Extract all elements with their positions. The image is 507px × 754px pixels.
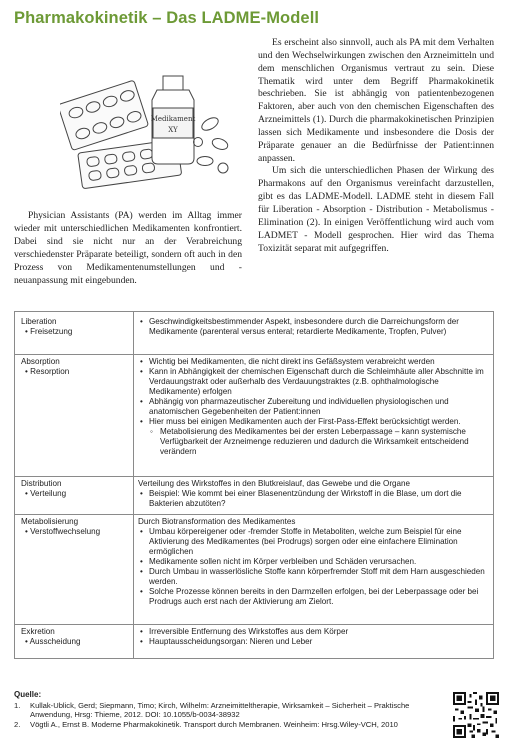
phase-cell [15,515,134,625]
bullet-item: • Kann in Abhängigkeit der chemischen Eigenschaft durch die Schleimhäute aller Abschnitte im Verdauungstrakt oder außerhalb des Verdauungstraktes (z.B. ophthalmologische Medikamente) erfolgen [138,367,489,397]
bullet-item: • Geschwindigkeitsbestimmender Aspekt, insbesondere durch die Darreichungsform der Medikamente (parenteral versus enteral; retardierte Medikamente, Tropfen, Pulver) [138,317,489,337]
bullet-item: • Irreversible Entfernung des Wirkstoffes aus dem Körper [138,627,489,637]
phase-subtitle: • Resorption [21,367,129,377]
phase-description-cell [134,312,494,355]
phase-bullet-list [138,627,489,647]
intro-paragraph: Physician Assistants (PA) werden im Alltag immer wieder mit unterschiedlichen Medikamenten konfrontiert. Dabei sind sie nicht nur an der Verabreichung verschiedenster Präparate beteiligt, sondern oft auch in den Prozess von Medikamentenumstellungen und -neuanpassung mit eingebunden. [14,210,242,286]
bullet-item: • Hauptausscheidungsorgan: Nieren und Leber [138,637,489,647]
right-paragraph-2: Um sich die unterschiedlichen Phasen der Wirkung des Pharmakons auf den Organismus vereinfacht darzustellen, gibt es das LADME-Modell. LADME steht in diesem Fall für Liberation - Absorption - Distribution - Metabolismus - Elimination (2). In einigen Veröffentlichung wird auch vom LADMET - Modell gesprochen. Hier wird das Thema Toxizität separat mit aufgegriffen. [258,165,494,254]
bottle-label-2: XY [168,126,178,134]
phase-bullet-list [138,317,489,337]
phase-cell [15,355,134,477]
intro-left-column [14,210,242,287]
phase-description-cell [134,355,494,477]
bullet-item: • Solche Prozesse können bereits in den Darmzellen erfolgen, bei der Leberpassage oder bei Prodrugs auch erst nach der Aktivierung am Zielort. [138,587,489,607]
medication-illustration [60,46,238,196]
bullet-item: • Beispiel: Wie kommt bei einer Blasenentzündung der Wirkstoff in die Blase, um dort die Bakterien abzutöten? [138,489,489,509]
phase-cell [15,625,134,659]
table-row [15,625,494,659]
bullet-item: • Hier muss bei einigen Medikamenten auch der First-Pass-Effekt berücksichtigt werden. [138,417,489,427]
source-ref-2: 2. Vögtli A., Ernst B. Moderne Pharmakokinetik. Transport durch Membranen. Weinheim: Hrsg.Wiley-VCH, 2010 [14,719,398,729]
phase-subtitle: • Ausscheidung [21,637,129,647]
phase-bullet-list [138,489,489,509]
phase-bullet-list [138,527,489,607]
table-row [15,312,494,355]
phase-bullet-list [138,357,489,457]
sources [14,690,434,729]
bullet-item: • Umbau körpereigener oder -fremder Stoffe in Metaboliten, welche zum Beispiel für eine Aktivierung des Medikamentes (bei Prodrugs) sorgen oder eine einfachere Elimination ermöglichen [138,527,489,557]
phase-description-cell [134,515,494,625]
phase-name: Exkretion [21,627,55,636]
table-row [15,355,494,477]
phase-subtitle: • Verteilung [21,489,129,499]
table-row [15,477,494,515]
source-ref-1: 1. Kullak-Ublick, Gerd; Siepmann, Timo; Kirch, Wilhelm: Arzneimitteltherapie, Wirksamkeit – Sicherheit – Praktische Anwendung, Hrsg: Thieme, 2012. DOI: 10.1055/b-0034-38932 [14,700,410,720]
bullet-item: • Medikamente sollen nicht im Körper verbleiben und Schäden verursachen. [138,557,489,567]
phase-intro: Durch Biotransformation des Medikamentes [138,517,296,526]
phase-subtitle: • Freisetzung [21,327,129,337]
phase-intro: Verteilung des Wirkstoffes in den Blutkreislauf, das Gewebe und die Organe [138,479,411,488]
phase-description-cell [134,625,494,659]
intro-right-column [258,37,494,255]
phase-subtitle: • Verstoffwechselung [21,527,129,537]
phase-description-cell [134,477,494,515]
bullet-item: • Wichtig bei Medikamenten, die nicht direkt ins Gefäßsystem verabreicht werden [138,357,489,367]
phase-name: Metabolisierung [21,517,79,526]
qr-code-icon[interactable] [453,692,499,738]
sources-heading: Quelle: [14,690,42,699]
bullet-item: • Durch Umbau in wasserlösliche Stoffe kann körperfremder Stoff mit dem Harn ausgeschieden werden. [138,567,489,587]
phase-cell [15,477,134,515]
bullet-item: • Abhängig von pharmazeutischer Zubereitung und individuellen physiologischen und anatomischen Gegebenheiten der Patient:innen [138,397,489,417]
bullet-item: ◦ Metabolisierung des Medikamentes bei der ersten Leberpassage – kann systemische Verfügbarkeit der Arzneimenge reduzieren und dadurch die Wirksamkeit entscheidend verändern [138,427,489,457]
bottle-label-1: Medikament [150,115,196,123]
page-title: Pharmakokinetik – Das LADME-Modell [14,9,320,27]
phase-cell [15,312,134,355]
phase-name: Distribution [21,479,62,488]
ladme-table [14,311,494,659]
phase-name: Liberation [21,317,57,326]
phase-name: Absorption [21,357,60,366]
blister-pack-left [60,80,149,150]
table-row [15,515,494,625]
right-paragraph-1: Es erscheint also sinnvoll, auch als PA mit dem Verhalten und den Wechselwirkungen zwischen den Arzneimitteln und dem menschlichen Organismus vertraut zu sein. Diese Thematik wird unter dem Begriff Pharmakokinetik beschrieben. Sie ist abhängig von patientenbezogenen Faktoren, aber auch von den chemischen Eigenschaften des Arzneimittels (1). Durch die pharmakokinetischen Prinzipien lassen sich Medikamente und insbesondere die Dosis der Präparate genauer an die Bedürfnisse der Patient:innen anpassen. [258,37,494,164]
